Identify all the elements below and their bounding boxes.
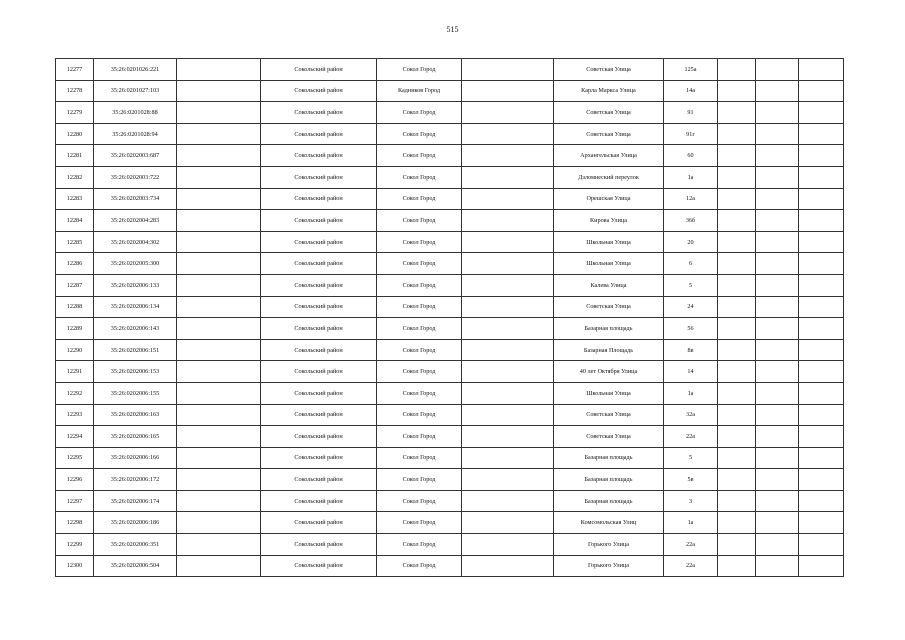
cell-district: Сокольский район: [261, 210, 377, 232]
cell-city: Сокол Город: [377, 59, 462, 81]
cell-house: 6: [664, 253, 718, 275]
cell-number: 12294: [56, 426, 94, 448]
cell-district: Сокольский район: [261, 166, 377, 188]
cell-empty: [718, 145, 756, 167]
cell-district: Сокольский район: [261, 447, 377, 469]
cell-empty: [756, 447, 799, 469]
cell-empty: [462, 59, 554, 81]
cell-cadastral-number: 35:26:0202004:302: [94, 231, 177, 253]
cell-empty: [799, 426, 844, 448]
table-row: [56, 59, 844, 81]
cell-empty: [756, 490, 799, 512]
cell-cadastral-number: 35:26:0201028:94: [94, 123, 177, 145]
cell-empty: [462, 469, 554, 491]
cell-street: Школьная Улица: [554, 231, 664, 253]
cell-empty: [756, 534, 799, 556]
registry-table: [55, 58, 844, 577]
cell-empty: [799, 274, 844, 296]
cell-cadastral-number: 35:26:0202003:734: [94, 188, 177, 210]
cell-district: Сокольский район: [261, 512, 377, 534]
cell-city: Сокол Город: [377, 426, 462, 448]
table-row: [56, 382, 844, 404]
cell-empty: [177, 231, 261, 253]
cell-empty: [177, 318, 261, 340]
cell-street: Советская Улица: [554, 404, 664, 426]
cell-empty: [718, 426, 756, 448]
cell-empty: [756, 80, 799, 102]
cell-city: Сокол Город: [377, 490, 462, 512]
cell-cadastral-number: 35:26:0202003:722: [94, 166, 177, 188]
cell-district: Сокольский район: [261, 469, 377, 491]
cell-empty: [718, 555, 756, 577]
cell-street: Школьная Улица: [554, 253, 664, 275]
cell-empty: [718, 447, 756, 469]
cell-street: Карла Маркса Улица: [554, 80, 664, 102]
cell-city: Сокол Город: [377, 253, 462, 275]
cell-empty: [799, 166, 844, 188]
cell-number: 12278: [56, 80, 94, 102]
cell-empty: [799, 490, 844, 512]
cell-empty: [177, 210, 261, 232]
cell-empty: [799, 188, 844, 210]
cell-street: Школьная Улица: [554, 382, 664, 404]
cell-house: 36б: [664, 210, 718, 232]
cell-empty: [177, 469, 261, 491]
cell-empty: [177, 339, 261, 361]
cell-number: 12286: [56, 253, 94, 275]
cell-empty: [177, 555, 261, 577]
cell-number: 12291: [56, 361, 94, 383]
table-row: [56, 426, 844, 448]
cell-empty: [718, 534, 756, 556]
cell-house: 1а: [664, 166, 718, 188]
cell-cadastral-number: 35:26:0202006:151: [94, 339, 177, 361]
page-number: 515: [446, 25, 459, 34]
cell-number: 12300: [56, 555, 94, 577]
cell-number: 12285: [56, 231, 94, 253]
cell-house: 14: [664, 361, 718, 383]
cell-empty: [177, 404, 261, 426]
cell-empty: [718, 382, 756, 404]
cell-house: 91: [664, 102, 718, 124]
table-row: [56, 296, 844, 318]
cell-number: 12295: [56, 447, 94, 469]
cell-district: Сокольский район: [261, 339, 377, 361]
cell-street: Горького Улица: [554, 555, 664, 577]
cell-house: 125а: [664, 59, 718, 81]
cell-house: 22а: [664, 534, 718, 556]
cell-empty: [462, 296, 554, 318]
cell-city: Кадников Город: [377, 80, 462, 102]
cell-district: Сокольский район: [261, 382, 377, 404]
cell-empty: [718, 404, 756, 426]
cell-street: Советская Улица: [554, 123, 664, 145]
table-row: [56, 145, 844, 167]
cell-city: Сокол Город: [377, 534, 462, 556]
cell-house: 32а: [664, 404, 718, 426]
cell-empty: [462, 166, 554, 188]
cell-district: Сокольский район: [261, 274, 377, 296]
cell-district: Сокольский район: [261, 404, 377, 426]
cell-empty: [462, 80, 554, 102]
cell-cadastral-number: 35:26:0202006:143: [94, 318, 177, 340]
cell-house: 1а: [664, 382, 718, 404]
cell-cadastral-number: 35:26:0202006:165: [94, 426, 177, 448]
cell-cadastral-number: 35:26:0202006:134: [94, 296, 177, 318]
cell-cadastral-number: 35:26:0201027:103: [94, 80, 177, 102]
cell-empty: [756, 253, 799, 275]
cell-empty: [462, 318, 554, 340]
cell-street: Калева Улица: [554, 274, 664, 296]
cell-empty: [462, 361, 554, 383]
table-row: [56, 318, 844, 340]
cell-city: Сокол Город: [377, 339, 462, 361]
cell-city: Сокол Город: [377, 145, 462, 167]
cell-city: Сокол Город: [377, 318, 462, 340]
table-row: [56, 447, 844, 469]
cell-empty: [718, 231, 756, 253]
cell-empty: [177, 490, 261, 512]
cell-empty: [718, 339, 756, 361]
cell-street: Базарная площадь: [554, 447, 664, 469]
cell-empty: [718, 166, 756, 188]
table-row: [56, 490, 844, 512]
cell-street: Базарная площадь: [554, 469, 664, 491]
cell-empty: [799, 447, 844, 469]
cell-empty: [462, 404, 554, 426]
cell-empty: [799, 102, 844, 124]
cell-city: Сокол Город: [377, 382, 462, 404]
cell-city: Сокол Город: [377, 447, 462, 469]
cell-district: Сокольский район: [261, 555, 377, 577]
cell-district: Сокольский район: [261, 361, 377, 383]
cell-empty: [177, 188, 261, 210]
cell-city: Сокол Город: [377, 210, 462, 232]
cell-empty: [799, 145, 844, 167]
cell-city: Сокол Город: [377, 231, 462, 253]
table-row: [56, 188, 844, 210]
cell-empty: [177, 426, 261, 448]
table-row: [56, 404, 844, 426]
table-row: [56, 361, 844, 383]
cell-street: Советская Улица: [554, 59, 664, 81]
cell-number: 12282: [56, 166, 94, 188]
cell-cadastral-number: 35:26:0202006:351: [94, 534, 177, 556]
cell-empty: [718, 490, 756, 512]
cell-cadastral-number: 35:26:0202006:166: [94, 447, 177, 469]
cell-empty: [718, 274, 756, 296]
cell-cadastral-number: 35:26:0202006:163: [94, 404, 177, 426]
cell-empty: [462, 102, 554, 124]
cell-empty: [799, 404, 844, 426]
cell-empty: [756, 188, 799, 210]
cell-street: 40 лет Октября Улица: [554, 361, 664, 383]
cell-empty: [756, 296, 799, 318]
cell-house: 8в: [664, 339, 718, 361]
cell-empty: [756, 339, 799, 361]
cell-empty: [462, 231, 554, 253]
cell-house: 22а: [664, 426, 718, 448]
table-row: [56, 469, 844, 491]
cell-empty: [718, 469, 756, 491]
cell-house: 20: [664, 231, 718, 253]
cell-empty: [799, 361, 844, 383]
cell-number: 12293: [56, 404, 94, 426]
cell-cadastral-number: 35:26:0202006:155: [94, 382, 177, 404]
cell-empty: [799, 469, 844, 491]
cell-district: Сокольский район: [261, 490, 377, 512]
cell-empty: [799, 296, 844, 318]
cell-number: 12284: [56, 210, 94, 232]
cell-number: 12292: [56, 382, 94, 404]
cell-street: Базарная площадь: [554, 490, 664, 512]
cell-house: 14а: [664, 80, 718, 102]
cell-empty: [177, 274, 261, 296]
cell-empty: [462, 534, 554, 556]
cell-street: Базарная Площадь: [554, 339, 664, 361]
cell-empty: [462, 447, 554, 469]
cell-district: Сокольский район: [261, 80, 377, 102]
cell-cadastral-number: 35:26:0201026:221: [94, 59, 177, 81]
cell-empty: [462, 382, 554, 404]
cell-empty: [718, 210, 756, 232]
cell-house: 1а: [664, 512, 718, 534]
cell-empty: [177, 534, 261, 556]
cell-number: 12299: [56, 534, 94, 556]
cell-empty: [756, 555, 799, 577]
cell-district: Сокольский район: [261, 426, 377, 448]
cell-house: 5: [664, 274, 718, 296]
cell-empty: [462, 210, 554, 232]
cell-street: Советская Улица: [554, 296, 664, 318]
cell-number: 12298: [56, 512, 94, 534]
cell-city: Сокол Город: [377, 123, 462, 145]
cell-house: 60: [664, 145, 718, 167]
cell-street: Комсомольская Улиц: [554, 512, 664, 534]
table-row: [56, 102, 844, 124]
cell-cadastral-number: 35:26:0202003:687: [94, 145, 177, 167]
cell-empty: [462, 512, 554, 534]
cell-empty: [177, 123, 261, 145]
cell-empty: [756, 469, 799, 491]
cell-district: Сокольский район: [261, 145, 377, 167]
cell-empty: [756, 145, 799, 167]
cell-cadastral-number: 35:26:0202006:174: [94, 490, 177, 512]
cell-house: 91г: [664, 123, 718, 145]
cell-house: 12а: [664, 188, 718, 210]
cell-house: 5в: [664, 469, 718, 491]
table-row: [56, 512, 844, 534]
cell-house: 22а: [664, 555, 718, 577]
cell-empty: [177, 59, 261, 81]
cell-empty: [718, 188, 756, 210]
cell-number: 12287: [56, 274, 94, 296]
table-row: [56, 80, 844, 102]
cell-empty: [718, 318, 756, 340]
cell-empty: [177, 447, 261, 469]
cell-district: Сокольский район: [261, 123, 377, 145]
cell-cadastral-number: 35:26:0201028:88: [94, 102, 177, 124]
cell-empty: [756, 361, 799, 383]
cell-empty: [462, 188, 554, 210]
cell-street: Дзломнеский переулок: [554, 166, 664, 188]
cell-empty: [177, 102, 261, 124]
table-row: [56, 339, 844, 361]
cell-number: 12281: [56, 145, 94, 167]
cell-empty: [756, 382, 799, 404]
cell-city: Сокол Город: [377, 404, 462, 426]
cell-cadastral-number: 35:26:0202004:283: [94, 210, 177, 232]
cell-cadastral-number: 35:26:0202006:504: [94, 555, 177, 577]
cell-empty: [799, 253, 844, 275]
cell-number: 12288: [56, 296, 94, 318]
cell-empty: [177, 166, 261, 188]
cell-empty: [756, 59, 799, 81]
cell-empty: [462, 426, 554, 448]
cell-district: Сокольский район: [261, 59, 377, 81]
cell-empty: [756, 512, 799, 534]
cell-empty: [799, 231, 844, 253]
cell-empty: [177, 253, 261, 275]
cell-empty: [718, 102, 756, 124]
cell-empty: [756, 123, 799, 145]
cell-district: Сокольский район: [261, 102, 377, 124]
cell-empty: [718, 123, 756, 145]
cell-empty: [756, 231, 799, 253]
cell-empty: [756, 274, 799, 296]
cell-empty: [799, 80, 844, 102]
cell-district: Сокольский район: [261, 188, 377, 210]
cell-empty: [799, 534, 844, 556]
cell-empty: [462, 145, 554, 167]
cell-number: 12280: [56, 123, 94, 145]
cell-empty: [177, 80, 261, 102]
cell-empty: [718, 253, 756, 275]
cell-district: Сокольский район: [261, 231, 377, 253]
cell-city: Сокол Город: [377, 469, 462, 491]
cell-number: 12277: [56, 59, 94, 81]
cell-empty: [177, 512, 261, 534]
cell-empty: [799, 555, 844, 577]
table-row: [56, 274, 844, 296]
cell-number: 12296: [56, 469, 94, 491]
table-row: [56, 555, 844, 577]
cell-empty: [756, 404, 799, 426]
cell-empty: [718, 59, 756, 81]
table-row: [56, 210, 844, 232]
cell-empty: [462, 253, 554, 275]
cell-city: Сокол Город: [377, 512, 462, 534]
cell-district: Сокольский район: [261, 318, 377, 340]
cell-cadastral-number: 35:26:0202005:300: [94, 253, 177, 275]
table-row: [56, 253, 844, 275]
cell-city: Сокол Город: [377, 102, 462, 124]
cell-empty: [462, 274, 554, 296]
cell-empty: [799, 59, 844, 81]
cell-empty: [718, 296, 756, 318]
cell-street: Архангельская Улица: [554, 145, 664, 167]
cell-number: 12290: [56, 339, 94, 361]
cell-empty: [177, 382, 261, 404]
cell-empty: [756, 166, 799, 188]
cell-empty: [756, 426, 799, 448]
cell-empty: [799, 339, 844, 361]
cell-empty: [462, 555, 554, 577]
cell-city: Сокол Город: [377, 555, 462, 577]
cell-district: Сокольский район: [261, 534, 377, 556]
cell-street: Кирова Улица: [554, 210, 664, 232]
cell-empty: [799, 382, 844, 404]
table-row: [56, 231, 844, 253]
cell-street: Базарная площадь: [554, 318, 664, 340]
cell-number: 12279: [56, 102, 94, 124]
cell-empty: [177, 296, 261, 318]
cell-city: Сокол Город: [377, 361, 462, 383]
table-row: [56, 534, 844, 556]
cell-city: Сокол Город: [377, 166, 462, 188]
cell-cadastral-number: 35:26:0202006:133: [94, 274, 177, 296]
cell-house: 56: [664, 318, 718, 340]
cell-street: Советская Улица: [554, 426, 664, 448]
cell-number: 12289: [56, 318, 94, 340]
cell-cadastral-number: 35:26:0202006:153: [94, 361, 177, 383]
cell-street: Орешская Улица: [554, 188, 664, 210]
cell-empty: [718, 361, 756, 383]
cell-house: 5: [664, 447, 718, 469]
cell-house: 3: [664, 490, 718, 512]
cell-empty: [462, 339, 554, 361]
cell-district: Сокольский район: [261, 253, 377, 275]
cell-empty: [718, 512, 756, 534]
cell-empty: [799, 210, 844, 232]
cell-cadastral-number: 35:26:0202006:186: [94, 512, 177, 534]
cell-house: 24: [664, 296, 718, 318]
cell-empty: [756, 210, 799, 232]
cell-empty: [177, 361, 261, 383]
cell-district: Сокольский район: [261, 296, 377, 318]
cell-street: Советская Улица: [554, 102, 664, 124]
cell-empty: [462, 123, 554, 145]
cell-number: 12283: [56, 188, 94, 210]
cell-cadastral-number: 35:26:0202006:172: [94, 469, 177, 491]
cell-street: Горького Улица: [554, 534, 664, 556]
cell-empty: [799, 512, 844, 534]
table-row: [56, 123, 844, 145]
cell-empty: [177, 145, 261, 167]
cell-empty: [718, 80, 756, 102]
registry-rows: [56, 59, 844, 577]
cell-empty: [756, 318, 799, 340]
cell-empty: [799, 123, 844, 145]
table-row: [56, 166, 844, 188]
cell-empty: [462, 490, 554, 512]
cell-empty: [799, 318, 844, 340]
cell-number: 12297: [56, 490, 94, 512]
cell-city: Сокол Город: [377, 274, 462, 296]
cell-city: Сокол Город: [377, 296, 462, 318]
cell-city: Сокол Город: [377, 188, 462, 210]
cell-empty: [756, 102, 799, 124]
